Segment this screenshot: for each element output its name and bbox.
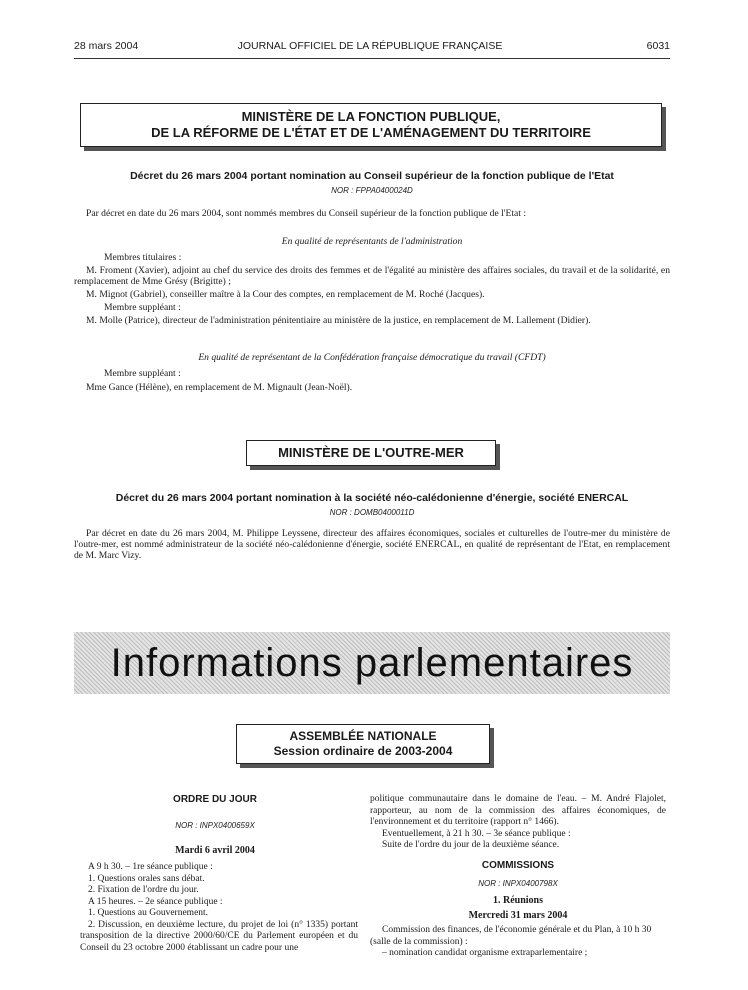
assembly-box [236,724,490,764]
commissions-subtitle: 1. Réunions [492,895,543,906]
section-heading: En qualité de représentant de la Confédération française démocratique du travail (CFDT) [198,352,546,363]
agenda-list [80,862,358,954]
agenda-line: 2. Fixation de l'ordre du jour. [88,885,199,895]
nor-code: NOR : FPPA0400024D [331,186,413,195]
member-entry: M. Froment (Xavier), adjoint au chef du service des droits des femmes et de l'égalité au ministère des affaires sociales, du travail et de la solidarité, en remplacement de Mme Grésy (Brigitte) ; [74,265,670,288]
decree-title: Décret du 26 mars 2004 portant nomination à la société néo-calédonienne d'énergie, société ENERCAL [115,492,629,504]
ministry-box-fonction-publique [80,103,662,147]
member-entry: M. Mignot (Gabriel), conseiller maître à la Cour des comptes, en remplacement de M. Roché (Jacques). [86,289,485,300]
commission-text: Commission des finances, de l'économie générale et du Plan, à 10 h 30 (salle de la commission) : [370,925,652,947]
commissions-title: COMMISSIONS [481,860,555,871]
agenda-line: Eventuellement, à 21 h 30. – 3e séance publique : [382,828,571,839]
agenda-date: Mardi 6 avril 2004 [175,845,255,856]
agenda-line: 1. Questions au Gouvernement. [88,908,209,918]
member-entry: M. Molle (Patrice), directeur de l'administration pénitentiaire au ministère de la justice, en remplacement de M. Lallement (Didier). [86,315,591,326]
commission-text: – nomination candidat organisme extraparlementaire ; [382,948,588,958]
section-heading: En qualité de représentants de l'administration [281,236,463,247]
agenda-line: A 9 h 30. – 1re séance publique : [88,862,213,872]
agenda-continuation: politique communautaire dans le domaine de l'eau. – M. André Flajolet, rapporteur, au nom de la commission des affaires économiques, de l'environnement et du territoire (rapport n° 1466). [370,794,666,827]
header-rule [74,58,670,59]
assembly-session: Session ordinaire de 2003-2004 [273,744,453,758]
page-number: 6031 [646,40,670,52]
agenda-line: 2. Discussion, en deuxième lecture, du projet de loi (n° 1335) portant transposition de la directive 2000/60/CE du Parlement européen et du Conseil du 23 octobre 2000 établissant un cadre pour une [80,919,358,953]
agenda-line: Suite de l'ordre du jour de la deuxième séance. [382,840,560,850]
decree-body: Par décret en date du 26 mars 2004, M. Philippe Leyssene, directeur des affaires économiques, sociales et culturelles de l'outre-mer du ministère de l'outre-mer, est nommé administrateur de la société néo-calédonienne d'énergie, société ENERCAL, en qualité de représentant de l'Etat, en remplacement de M. Marc Vizy. [74,528,670,562]
ministry-box-outre-mer: MINISTÈRE DE L'OUTRE-MER [246,440,496,466]
agenda-title: ORDRE DU JOUR [173,794,257,805]
assembly-title: ASSEMBLÉE NATIONALE [289,729,437,743]
header-date: 28 mars 2004 [74,40,139,52]
nor-code: NOR : INPX0400798X [478,879,558,888]
agenda-line: A 15 heures. – 2e séance publique : [88,896,223,907]
members-label: Membres titulaires : [104,252,182,263]
nor-code: NOR : INPX0400659X [175,821,255,830]
members-label: Membre suppléant : [104,302,181,313]
decree-title: Décret du 26 mars 2004 portant nomination au Conseil supérieur de la fonction publique de l'Etat [130,170,614,182]
right-column [370,794,666,852]
band-title: Informations parlementaires [110,641,634,685]
journal-title: JOURNAL OFFICIEL DE LA RÉPUBLIQUE FRANÇAISE [237,40,503,52]
nor-code: NOR : DOMB0400011D [329,508,415,517]
commission-entry [370,925,666,960]
agenda-line: 1. Questions orales sans débat. [88,873,205,884]
ministry-title-line2: DE LA RÉFORME DE L'ÉTAT ET DE L'AMÉNAGEMENT DU TERRITOIRE [151,125,591,140]
members-label: Membre suppléant : [104,368,181,379]
member-entry: Mme Gance (Hélène), en remplacement de M. Mignault (Jean-Noël). [86,382,353,393]
commissions-date: Mercredi 31 mars 2004 [468,910,568,921]
decree-intro: Par décret en date du 26 mars 2004, sont nommés membres du Conseil supérieur de la fonction publique de l'Etat : [86,208,527,219]
ministry-title-line1: MINISTÈRE DE LA FONCTION PUBLIQUE, [241,109,501,124]
